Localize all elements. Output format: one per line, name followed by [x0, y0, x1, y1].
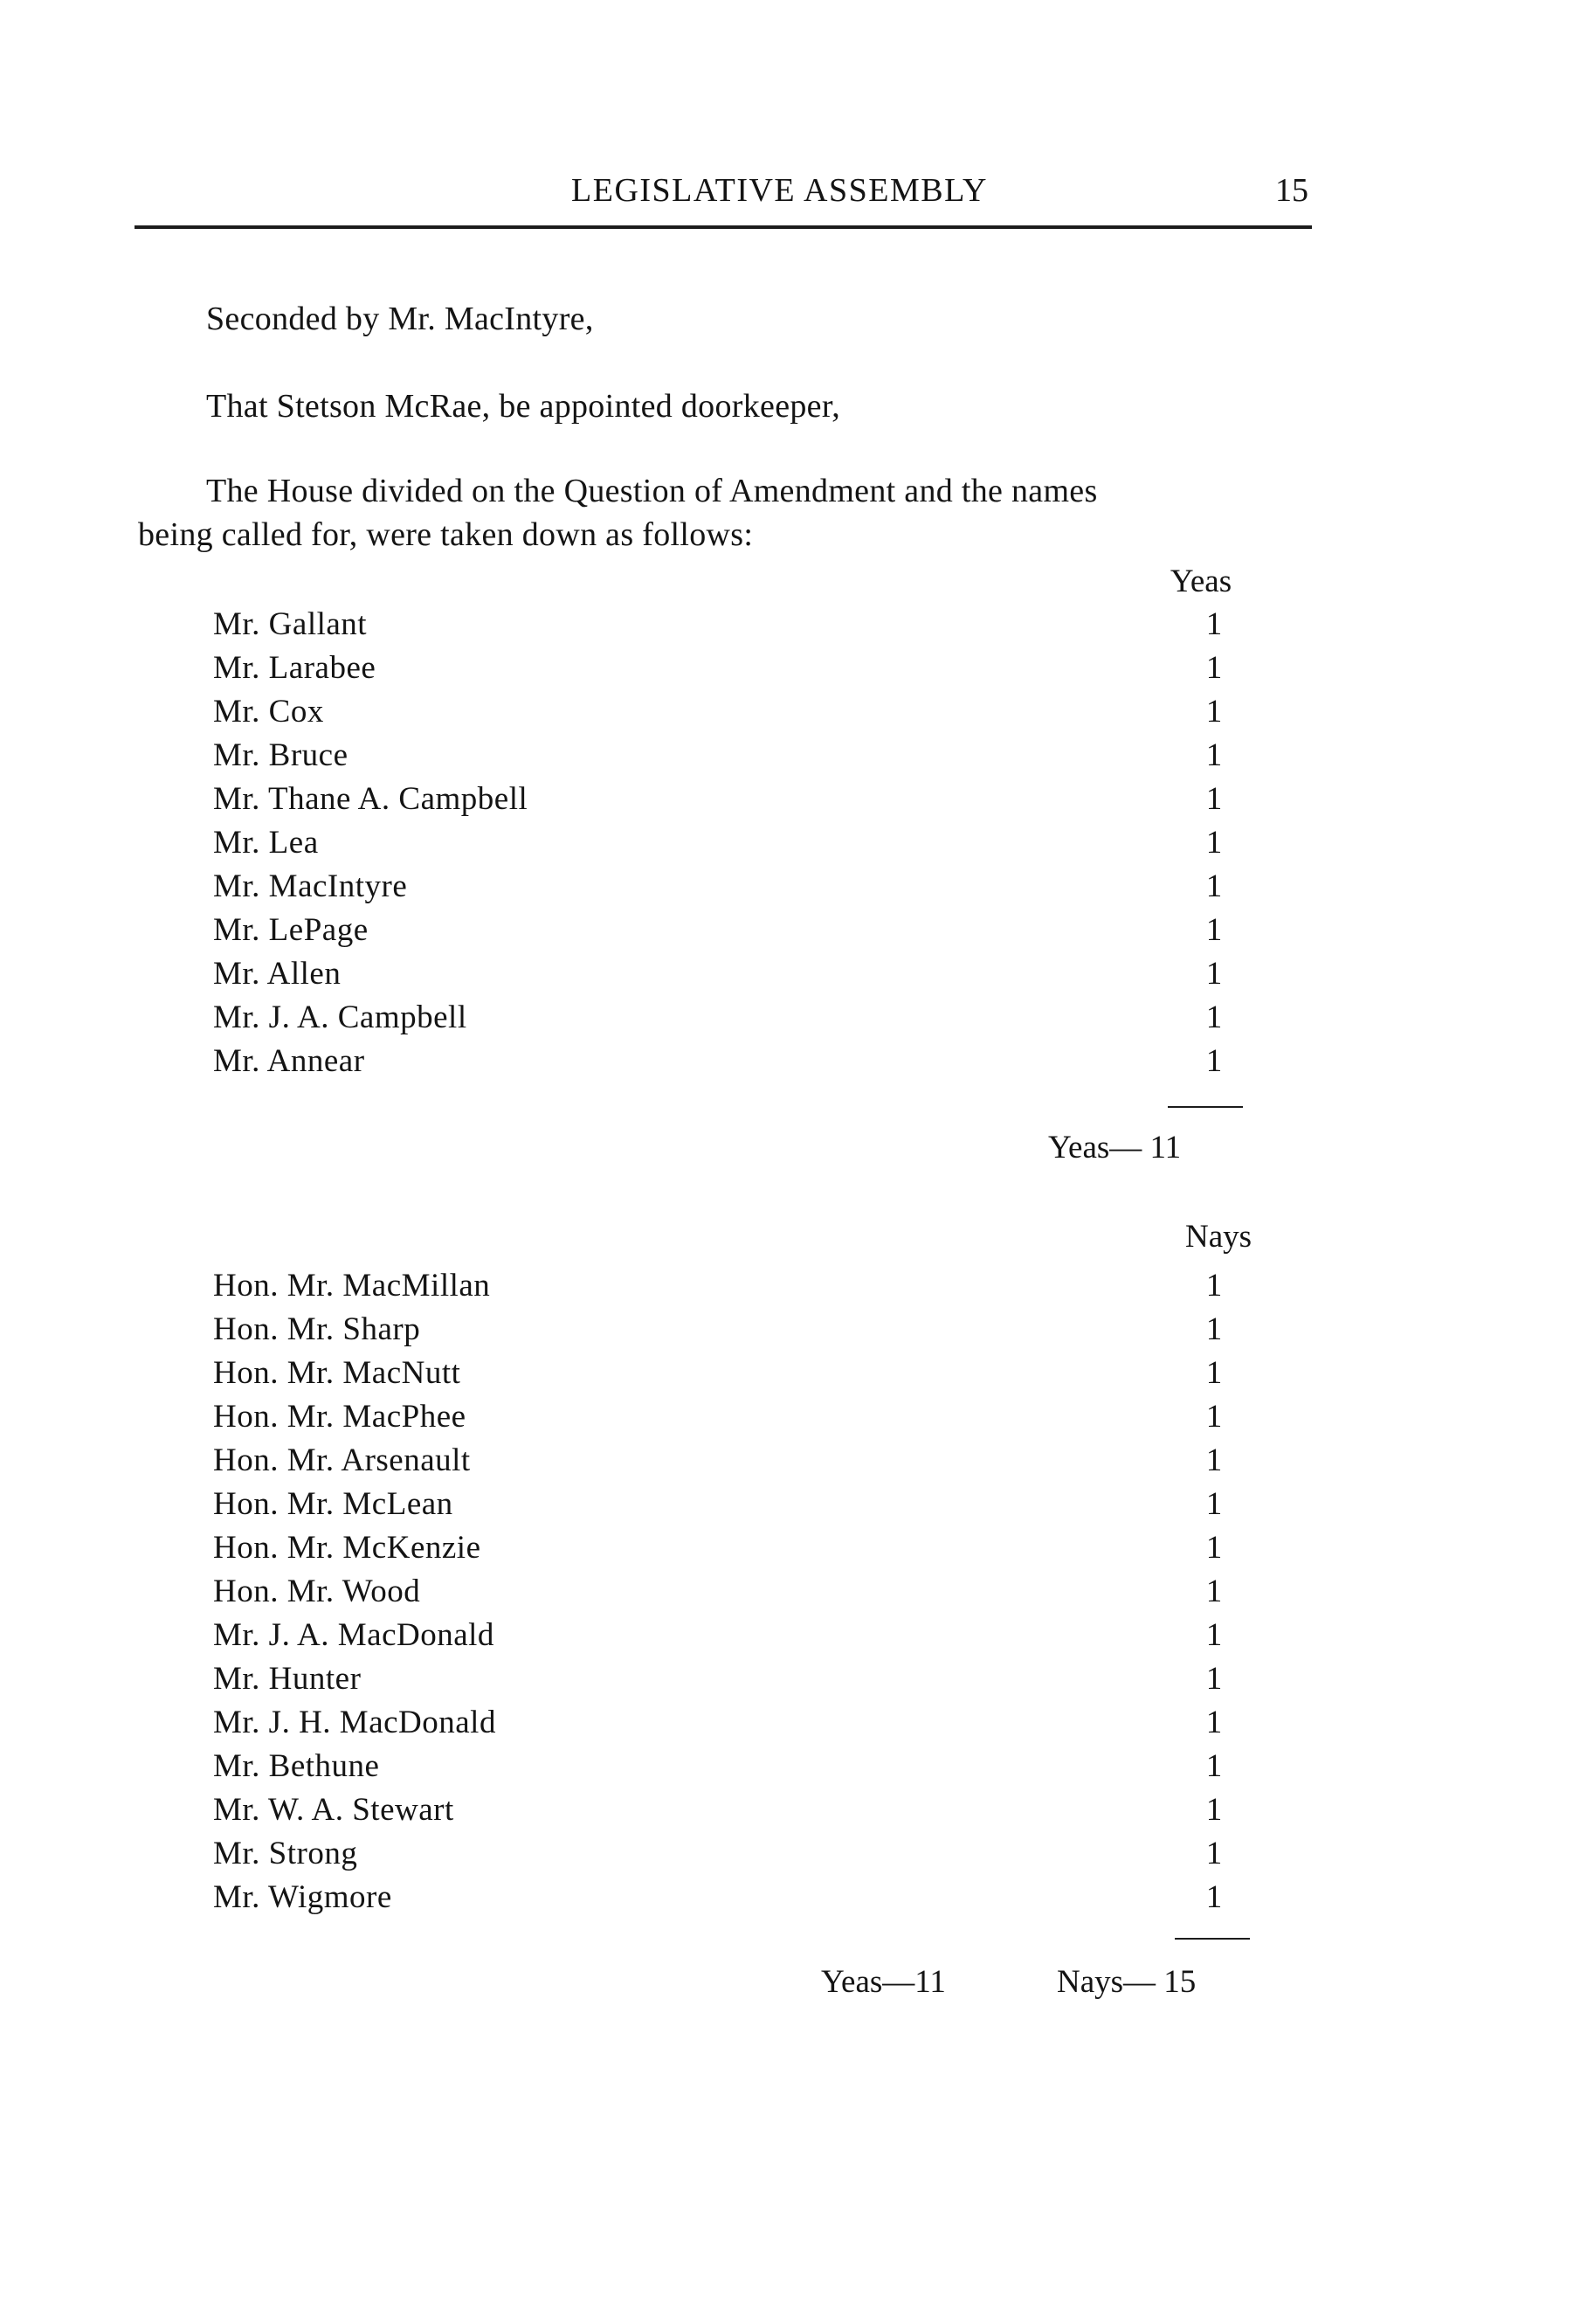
division-paragraph-line-2: being called for, were taken down as follows: — [138, 516, 754, 553]
nays-vote-count: 1 — [1205, 1574, 1223, 1609]
running-header-title: LEGISLATIVE ASSEMBLY — [571, 172, 988, 209]
nays-member-name: Hon. Mr. MacPhee — [213, 1399, 466, 1435]
yeas-vote-count: 1 — [1205, 912, 1223, 948]
nays-member-name: Hon. Mr. Arsenault — [213, 1442, 471, 1478]
nays-member-name: Hon. Mr. Sharp — [213, 1311, 421, 1347]
final-tally-yeas: Yeas—11 — [821, 1964, 946, 2000]
yeas-vote-count: 1 — [1205, 868, 1223, 904]
yeas-member-name: Mr. Gallant — [213, 606, 368, 642]
yeas-member-name: Mr. Allen — [213, 956, 342, 992]
nays-member-name: Mr. J. A. MacDonald — [213, 1617, 494, 1653]
nays-vote-count: 1 — [1205, 1661, 1223, 1697]
yeas-member-name: Mr. LePage — [213, 912, 369, 948]
yeas-vote-count: 1 — [1205, 956, 1223, 992]
nays-vote-count: 1 — [1205, 1530, 1223, 1566]
nays-member-name: Hon. Mr. McKenzie — [213, 1530, 481, 1566]
nays-vote-count: 1 — [1205, 1748, 1223, 1784]
yeas-member-name: Mr. Cox — [213, 694, 324, 730]
final-tally-nays: Nays— 15 — [1057, 1964, 1197, 2000]
nays-member-name: Mr. J. H. MacDonald — [213, 1705, 496, 1740]
seconded-line: Seconded by Mr. MacIntyre, — [206, 301, 594, 337]
header-rule — [135, 225, 1312, 229]
nays-vote-count: 1 — [1205, 1792, 1223, 1828]
yeas-column-heading: Yeas — [1170, 564, 1232, 599]
nays-vote-count: 1 — [1205, 1617, 1223, 1653]
yeas-vote-count: 1 — [1205, 694, 1223, 730]
nays-column-heading: Nays — [1184, 1219, 1252, 1255]
nays-vote-count: 1 — [1205, 1879, 1223, 1915]
nays-subtotal-rule — [1175, 1938, 1250, 1940]
yeas-member-name: Mr. Thane A. Campbell — [213, 781, 528, 817]
nays-member-name: Hon. Mr. MacNutt — [213, 1355, 461, 1391]
nays-vote-count: 1 — [1205, 1311, 1223, 1347]
division-paragraph-line-1: The House divided on the Question of Amendment and the names — [206, 473, 1098, 509]
nays-member-name: Hon. Mr. McLean — [213, 1486, 453, 1522]
nays-member-name: Mr. Bethune — [213, 1748, 380, 1784]
yeas-subtotal-rule — [1168, 1106, 1243, 1108]
yeas-vote-count: 1 — [1205, 1043, 1223, 1079]
yeas-member-name: Mr. Annear — [213, 1043, 365, 1079]
nays-vote-count: 1 — [1205, 1268, 1223, 1304]
nays-vote-count: 1 — [1205, 1442, 1223, 1478]
yeas-member-name: Mr. Lea — [213, 825, 319, 861]
nays-member-name: Hon. Mr. MacMillan — [213, 1268, 491, 1304]
nays-member-name: Mr. W. A. Stewart — [213, 1792, 454, 1828]
yeas-vote-count: 1 — [1205, 606, 1223, 642]
yeas-member-name: Mr. Bruce — [213, 737, 348, 773]
yeas-vote-count: 1 — [1205, 825, 1223, 861]
motion-line: That Stetson McRae, be appointed doorkeeper, — [206, 388, 841, 425]
yeas-vote-count: 1 — [1205, 650, 1223, 686]
nays-member-name: Mr. Wigmore — [213, 1879, 392, 1915]
nays-vote-count: 1 — [1205, 1836, 1223, 1871]
nays-vote-count: 1 — [1205, 1355, 1223, 1391]
nays-member-name: Mr. Strong — [213, 1836, 358, 1871]
yeas-member-name: Mr. Larabee — [213, 650, 376, 686]
page-number: 15 — [1275, 172, 1308, 209]
yeas-vote-count: 1 — [1205, 781, 1223, 817]
nays-vote-count: 1 — [1205, 1705, 1223, 1740]
yeas-subtotal: Yeas— 11 — [1048, 1130, 1182, 1165]
nays-vote-count: 1 — [1205, 1399, 1223, 1435]
nays-member-name: Hon. Mr. Wood — [213, 1574, 421, 1609]
nays-member-name: Mr. Hunter — [213, 1661, 362, 1697]
nays-vote-count: 1 — [1205, 1486, 1223, 1522]
yeas-member-name: Mr. MacIntyre — [213, 868, 408, 904]
yeas-vote-count: 1 — [1205, 737, 1223, 773]
yeas-member-name: Mr. J. A. Campbell — [213, 999, 467, 1035]
yeas-vote-count: 1 — [1205, 999, 1223, 1035]
